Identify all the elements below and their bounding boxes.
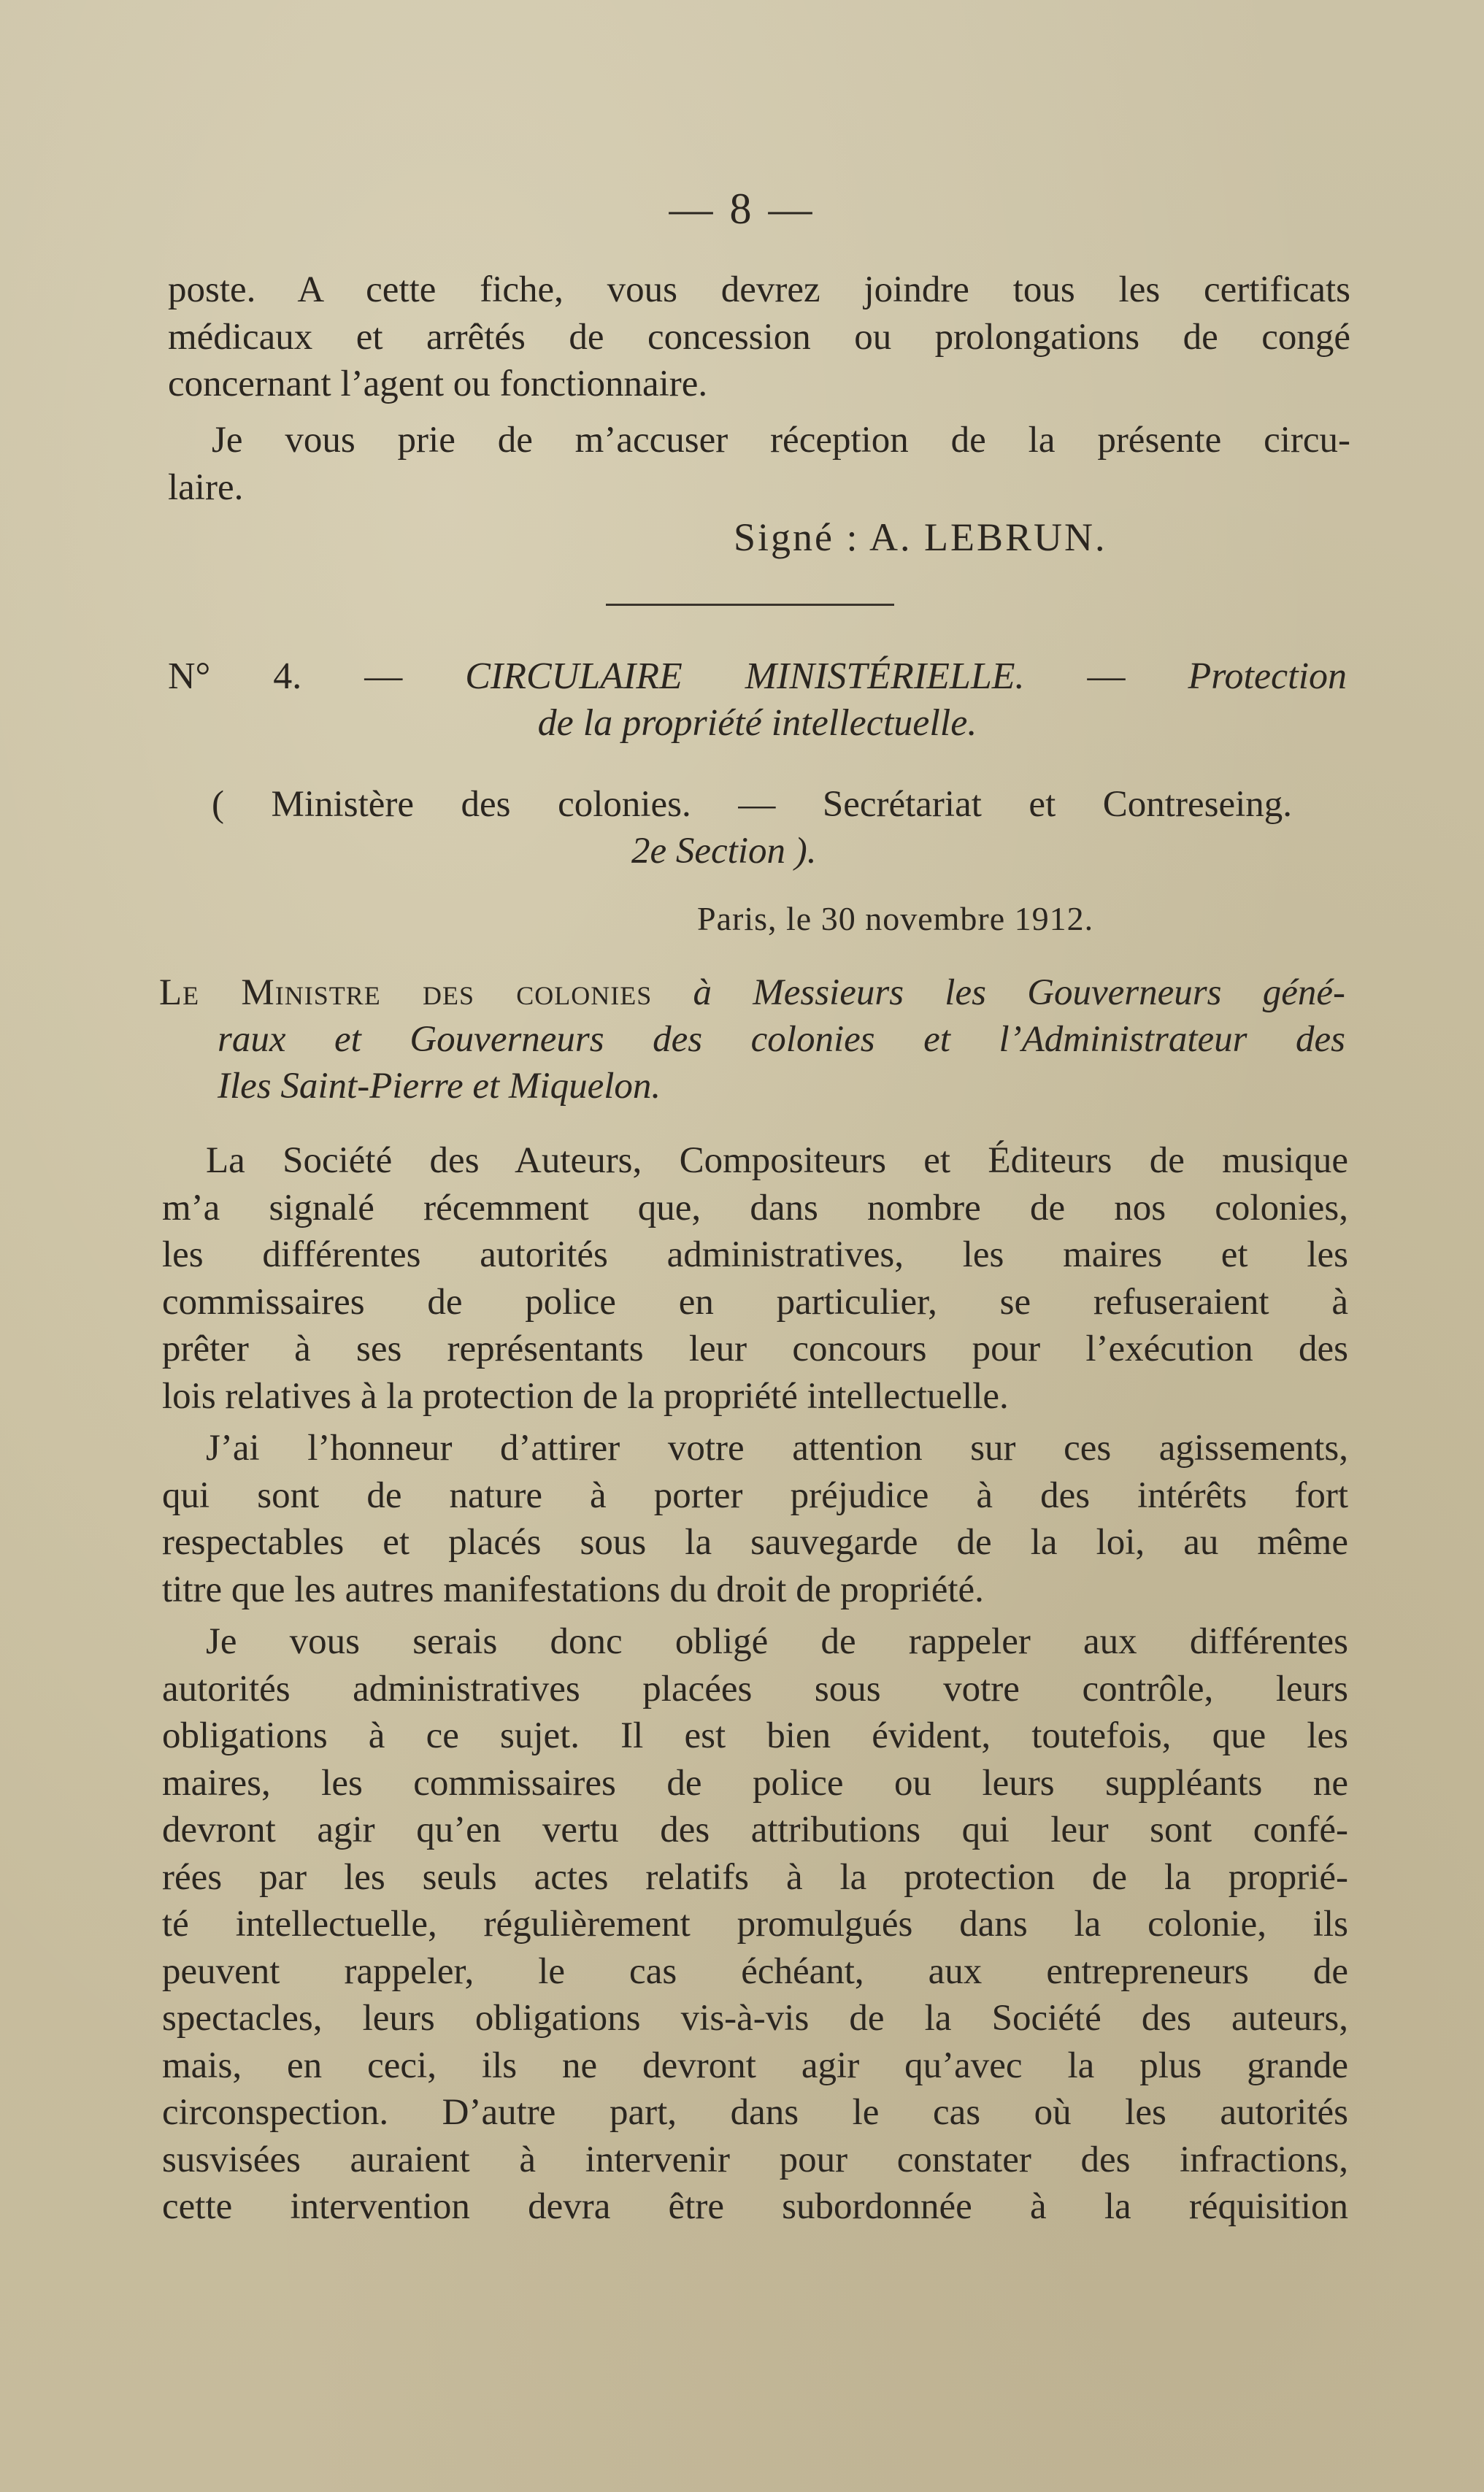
body-paragraph-3 [162,1618,1348,2231]
text-line: autorités administratives placées sous votre contrôle, leurs [162,1668,1348,1710]
acknowledge-paragraph [168,417,1350,511]
circular-subject-continued: de la propriété intellectuelle. [537,702,977,744]
text-line: té intellectuelle, régulièrement promulgués dans la colonie, ils [162,1904,1348,1945]
text-line: prêter à ses représentants leur concours pour l’exécution des [162,1328,1348,1369]
date-line: Paris, le 30 novembre 1912. [697,900,1094,937]
address-line: raux et Gouverneurs des colonies et l’Administrateur des [218,1019,1345,1060]
text-line: J’ai l’honneur d’attirer votre attention sur ces agissements, [206,1428,1348,1469]
heading-dash: — [364,655,403,697]
circular-subject: Protection [1188,655,1347,697]
text-line: Je vous prie de m’accuser réception de la présente circu- [212,420,1350,461]
text-line: m’a signalé récemment que, dans nombre de nos colonies, [162,1187,1348,1228]
text-line: Je vous serais donc obligé de rappeler aux différentes [206,1621,1348,1662]
text-line: poste. A cette fiche, vous devrez joindre tous les certificats [168,269,1350,310]
circular-title: CIRCULAIRE MINISTÉRIELLE. [465,655,1025,697]
text-line: cette intervention devra être subordonnée à la réquisition [162,2186,1348,2227]
circular-heading [168,653,1347,747]
address-sender: Le Ministre des colonies [159,972,653,1013]
text-line: peuvent rappeler, le cas échéant, aux entrepreneurs de [162,1950,1348,1992]
address-block [159,969,1345,1110]
ministry-reference [212,781,1292,874]
text-line: concernant l’agent ou fonctionnaire. [168,364,708,404]
text-line: devront agir qu’en vertu des attributions qui leur sont confé- [162,1810,1348,1850]
text-line: circonspection. D’autre part, dans le cas où les autorités [162,2092,1348,2133]
heading-dash: — [1087,655,1126,697]
address-line [159,969,1345,1016]
text-line: spectacles, leurs obligations vis-à-vis de la Société des auteurs, [162,1998,1348,2039]
signature: Signé : A. LEBRUN. [734,515,1107,559]
address-recipient: à Messieurs les Gouverneurs géné- [693,972,1345,1013]
text-line: La Société des Auteurs, Compositeurs et Éditeurs de musique [206,1140,1348,1181]
heading-line [168,653,1347,700]
text-line: rées par les seuls actes relatifs à la protection de la proprié- [162,1856,1348,1898]
address-line: Iles Saint-Pierre et Miquelon. [218,1066,661,1107]
text-line: titre que les autres manifestations du droit de propriété. [162,1569,984,1610]
text-line: les différentes autorités administratives, les maires et les [162,1234,1348,1275]
body-paragraph-2 [162,1425,1348,1613]
circular-number: N° 4. [168,655,302,697]
ministry-section: 2e Section ). [631,831,817,872]
text-line: susvisées auraient à intervenir pour constater des infractions, [162,2139,1348,2180]
text-line: maires, les commissaires de police ou leurs suppléants ne [162,1762,1348,1804]
text-line: respectables et placés sous la sauvegarde de la loi, au même [162,1522,1348,1563]
text-line: qui sont de nature à porter préjudice à des intérêts fort [162,1474,1348,1516]
text-line: commissaires de police en particulier, se refuseraient à [162,1281,1348,1323]
page-number: — 8 — [669,185,815,233]
text-line: obligations à ce sujet. Il est bien évident, toutefois, que les [162,1715,1348,1756]
ministry-line: ( Ministère des colonies. — Secrétariat et Contreseing. [212,784,1292,825]
text-line: médicaux et arrêtés de concession ou prolongations de congé [168,316,1350,358]
section-separator [606,604,894,606]
text-line: mais, en ceci, ils ne devront agir qu’avec la plus grande [162,2045,1348,2086]
body-paragraph-1 [162,1137,1348,1420]
opening-paragraph [168,266,1350,408]
text-line: laire. [168,466,244,508]
text-line: lois relatives à la protection de la propriété intellectuelle. [162,1375,1009,1417]
